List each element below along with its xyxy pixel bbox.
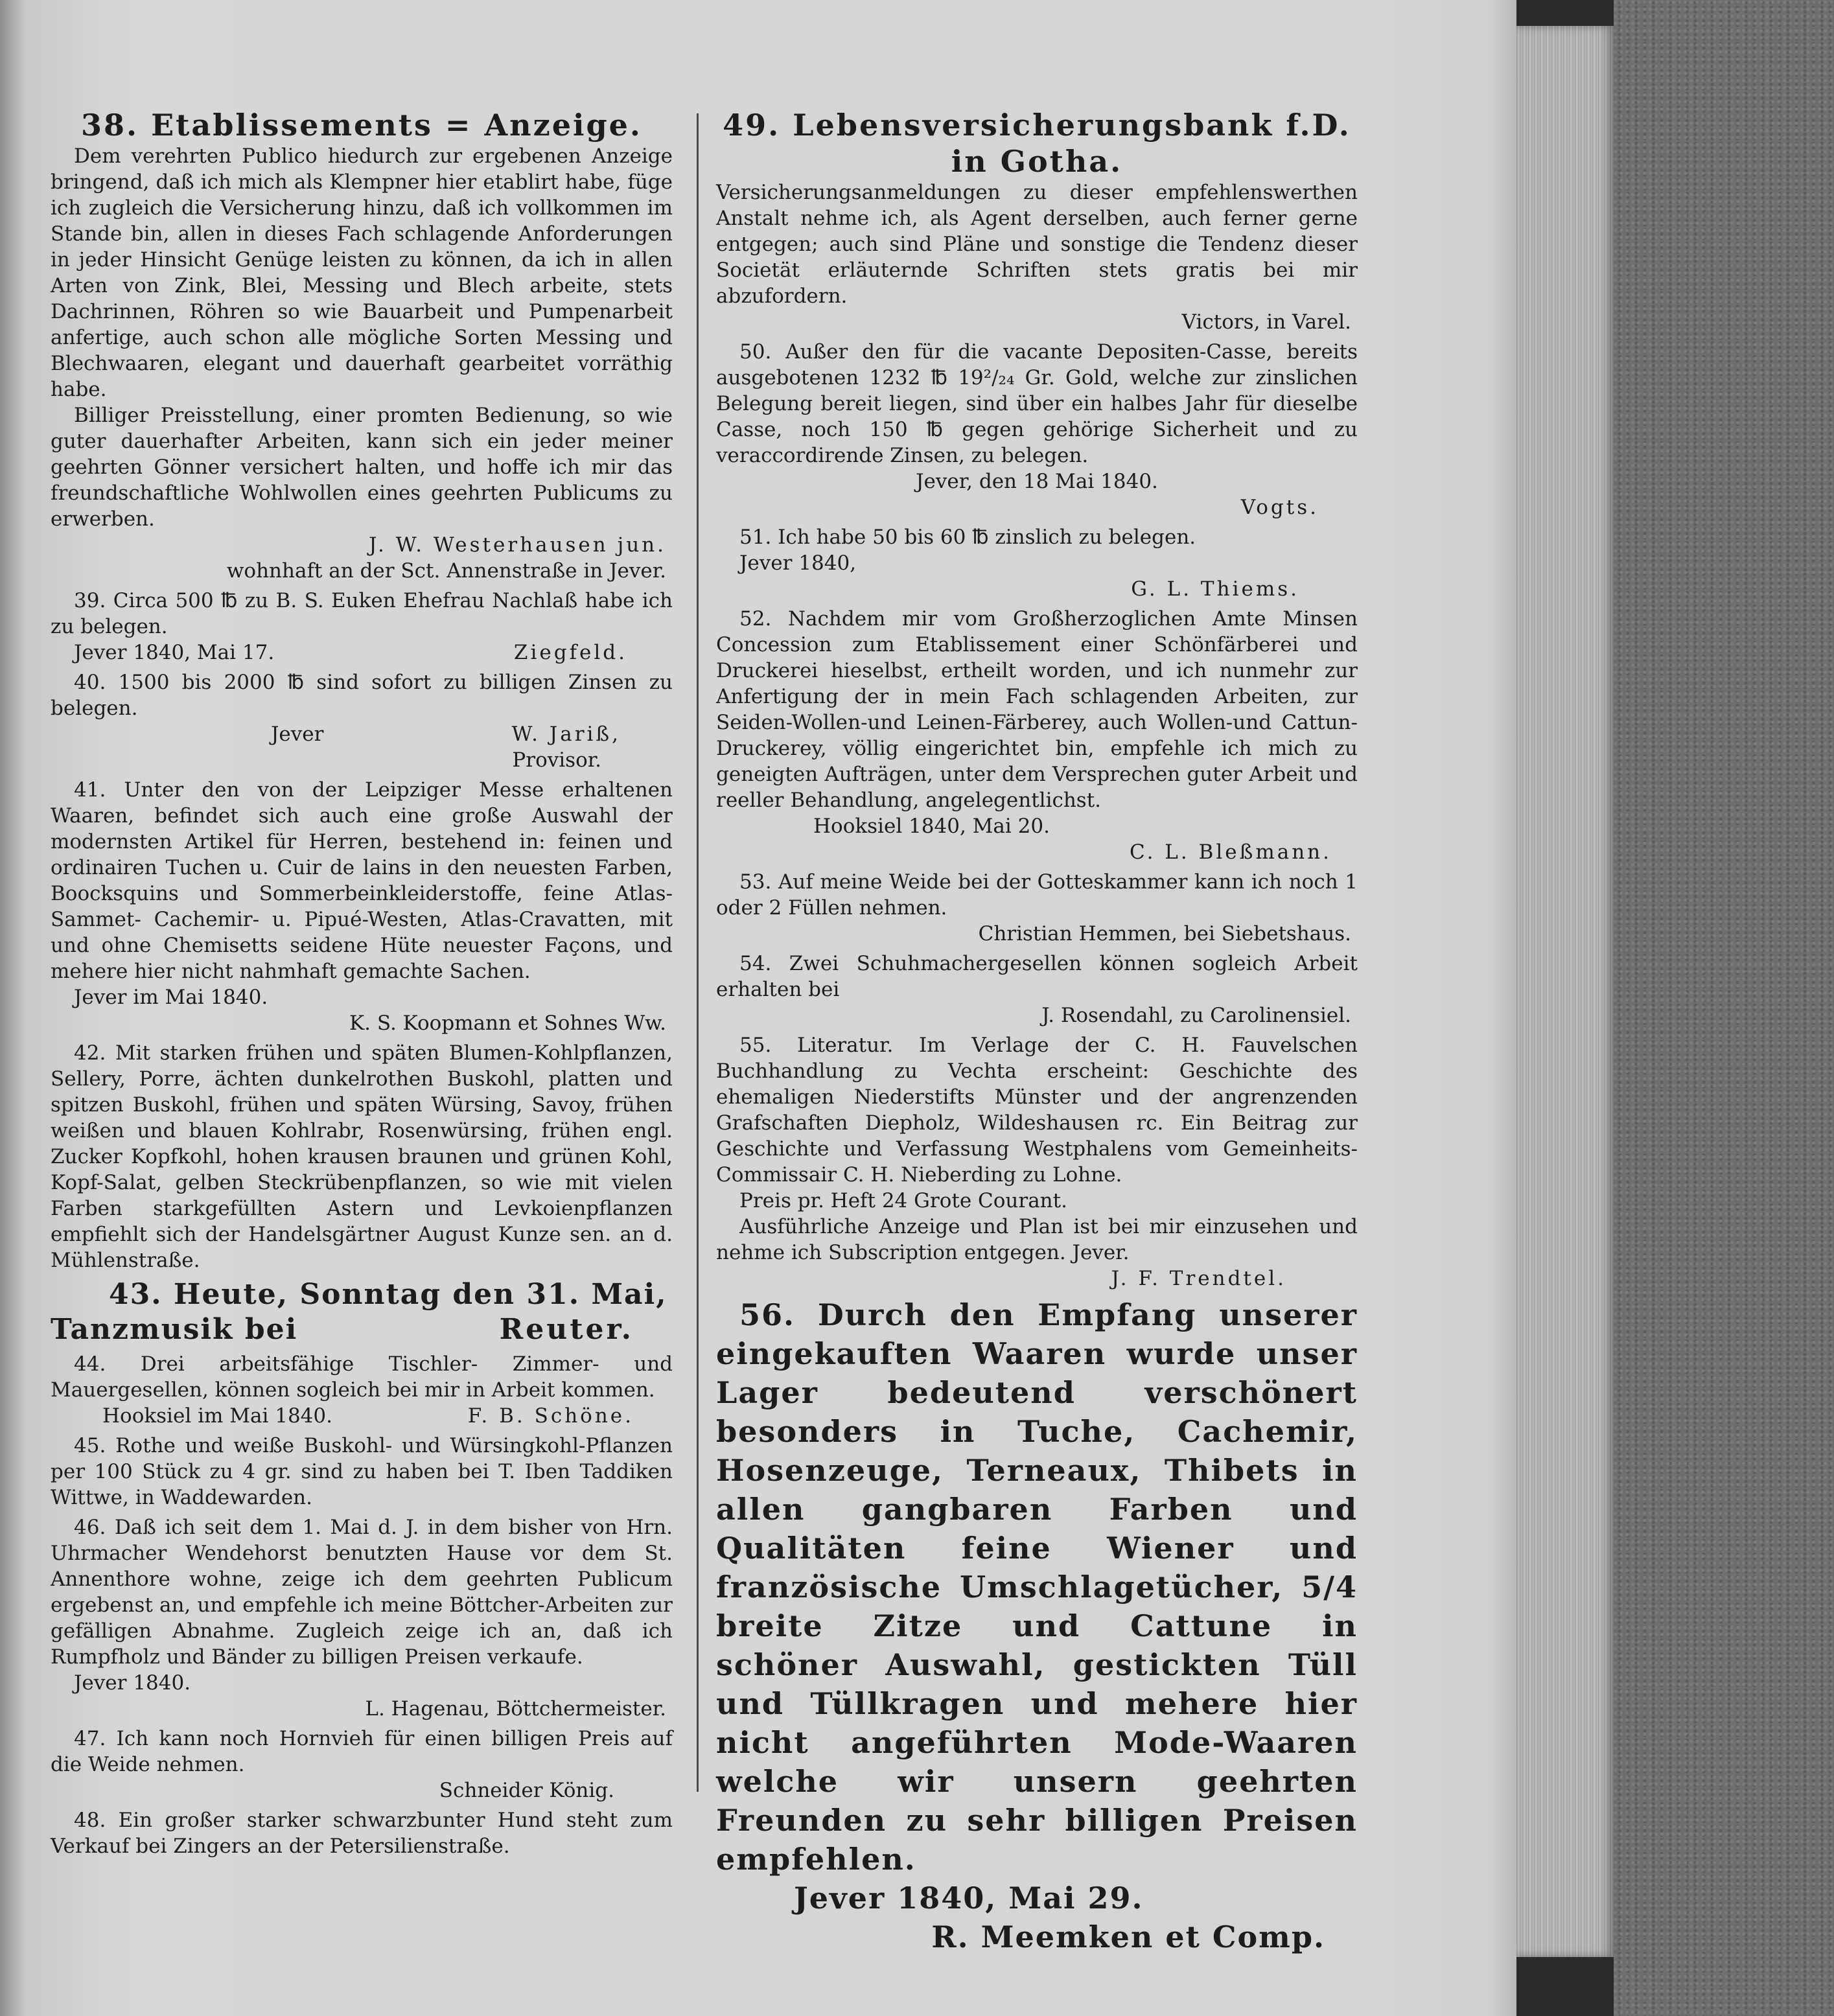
ad-52-body: 52. Nachdem mir vom Großherzoglichen Amte Minsen Concession zum Etablissement einer Schönfärberei und Druckerei hieselbst, ertheilt worden, und ich nunmehr zur Anfertigung der in mein Fach schlagenden Arbeiten, zur Seiden-Wollen-und Leinen-Färberey, auch Wollen-und Cattun-Druckerey, völlig eingerichtet bin, empfehle ich mich zu geneigten Aufträgen, unter dem Versprechen guter Arbeit und reeller Behandlung, angelegentlichst. bbox=[716, 607, 1358, 812]
ad-40-title: Provisor. bbox=[512, 748, 601, 772]
ad-38-heading: 38. Etablissements = Anzeige. bbox=[81, 108, 642, 143]
ad-48 bbox=[51, 1807, 673, 1859]
ad-47 bbox=[51, 1726, 673, 1803]
column-divider bbox=[697, 113, 699, 1792]
ad-46 bbox=[51, 1514, 673, 1722]
ad-52-date: Hooksiel 1840, Mai 20. bbox=[813, 815, 1050, 838]
ad-51-date: Jever 1840, bbox=[739, 551, 857, 575]
ad-56-date: Jever 1840, Mai 29. bbox=[794, 1881, 1144, 1916]
ad-46-date: Jever 1840. bbox=[74, 1671, 191, 1695]
ad-56-signature: R. Meemken et Comp. bbox=[931, 1919, 1325, 1954]
ad-54 bbox=[716, 951, 1358, 1028]
ad-53 bbox=[716, 869, 1358, 947]
ad-40-signature: W. Jariß, bbox=[511, 723, 621, 746]
ad-44-signature: F. B. Schöne. bbox=[467, 1404, 634, 1428]
left-column bbox=[51, 107, 673, 1863]
ad-49-subheading: in Gotha. bbox=[951, 144, 1123, 179]
ad-51-body: 51. Ich habe 50 bis 60 ℔ zinslich zu belegen. bbox=[739, 526, 1196, 549]
ad-51-signature: G. L. Thiems. bbox=[1131, 577, 1299, 601]
ad-55-body: 55. Literatur. Im Verlage der C. H. Fauvelschen Buchhandlung zu Vechta erscheint: Geschichte des ehemaligen Niederstifts Münster und der angrenzenden Grafschaften Diepholz, Wildeshausen rc. Ein Beitrag zur Geschichte und Verfassung Westphalens vom Gemeinheits-Commissair C. H. Nieberding zu Lohne. bbox=[716, 1034, 1358, 1187]
ad-55 bbox=[716, 1032, 1358, 1292]
ad-53-signature: Christian Hemmen, bei Siebetshaus. bbox=[978, 922, 1351, 945]
ad-41 bbox=[51, 777, 673, 1036]
ad-50-date: Jever, den 18 Mai 1840. bbox=[916, 470, 1158, 493]
ad-43-line2b: Reuter. bbox=[499, 1313, 634, 1346]
ad-39-signature: Ziegfeld. bbox=[513, 641, 627, 664]
ad-40 bbox=[51, 669, 673, 773]
ad-49-body: Versicherungsanmeldungen zu dieser empfehlenswerthen Anstalt nehme ich, als Agent derselben, auch ferner gerne entgegen; auch sind Pläne und sonstige die Tendenz dieser Societät erläuternde Schriften stets gratis bei mir abzufordern. bbox=[716, 181, 1358, 308]
right-column bbox=[716, 107, 1358, 1960]
ad-43-line1: 43. Heute, Sonntag den 31. Mai, bbox=[109, 1278, 667, 1311]
ad-55-price: Preis pr. Heft 24 Grote Courant. bbox=[739, 1189, 1067, 1212]
ad-50-signature: Vogts. bbox=[1240, 496, 1319, 519]
ad-45-body: 45. Rothe und weiße Buskohl- und Würsingkohl-Pflanzen per 100 Stück zu 4 gr. sind zu haben bei T. Iben Taddiken Wittwe, in Waddewarden. bbox=[51, 1434, 673, 1509]
ad-38-body-2: Billiger Preisstellung, einer promten Bedienung, so wie guter dauerhafter Arbeiten, kann sich ein jeder meiner geehrten Gönner versichert halten, und hoffe ich mir das freundschaftliche Wohlwollen eines geehrten Publicums zu erwerben. bbox=[51, 404, 673, 531]
ad-40-body: 40. 1500 bis 2000 ℔ sind sofort zu billigen Zinsen zu belegen. bbox=[51, 671, 673, 720]
ad-45 bbox=[51, 1433, 673, 1511]
book-cover-edge bbox=[1614, 0, 1834, 2016]
ad-56-body: 56. Durch den Empfang unserer eingekauften Waaren wurde unser Lager bedeutend verschönert besonders in Tuche, Cachemir, Hosenzeuge, Terneaux, Thibets in allen gangbaren Farben und Qualitäten feine Wiener und französische Umschlagetücher, 5/4 breite Zitze und Cattune in schöner Auswahl, gestickten Tüll und Tüllkragen und mehere hier nicht angeführten Mode-Waaren welche wir unsern geehrten Freunden zu sehr billigen Preisen empfehlen. bbox=[716, 1297, 1358, 1877]
ad-43-line2a: Tanzmusik bei bbox=[51, 1313, 298, 1346]
ad-39-date: Jever 1840, Mai 17. bbox=[74, 641, 275, 664]
ad-46-body: 46. Daß ich seit dem 1. Mai d. J. in dem bisher von Hrn. Uhrmacher Wendehorst benutzten Hause vor dem St. Annenthore wohne, zeige ich dem geehrten Publicum ergebenst an, und empfehle ich meine Böttcher-Arbeiten zur gefälligen Abnahme. Zugleich zeige ich an, daß ich Rumpfholz und Bänder zu billigen Preisen verkaufe. bbox=[51, 1516, 673, 1669]
ad-49-signature: Victors, in Varel. bbox=[1181, 310, 1351, 334]
ad-52 bbox=[716, 606, 1358, 865]
ad-46-signature: L. Hagenau, Böttchermeister. bbox=[365, 1697, 666, 1721]
ad-38-signature: J. W. Westerhausen jun. bbox=[369, 533, 666, 557]
ad-47-body: 47. Ich kann noch Hornvieh für einen billigen Preis auf die Weide nehmen. bbox=[51, 1727, 673, 1776]
ad-50 bbox=[716, 339, 1358, 520]
ad-48-body: 48. Ein großer starker schwarzbunter Hund steht zum Verkauf bei Zingers an der Petersilienstraße. bbox=[51, 1809, 673, 1858]
ad-39 bbox=[51, 588, 673, 666]
ad-49 bbox=[716, 107, 1358, 335]
ad-40-place: Jever bbox=[271, 723, 324, 746]
ad-53-body: 53. Auf meine Weide bei der Gotteskammer kann ich noch 1 oder 2 Füllen nehmen. bbox=[716, 870, 1358, 920]
ad-42 bbox=[51, 1040, 673, 1273]
ad-55-signature: J. F. Trendtel. bbox=[1111, 1267, 1286, 1290]
ad-54-signature: J. Rosendahl, zu Carolinensiel. bbox=[1041, 1004, 1351, 1027]
ad-41-signature: K. S. Koopmann et Sohnes Ww. bbox=[349, 1012, 666, 1035]
ad-42-body: 42. Mit starken frühen und späten Blumen-Kohlpflanzen, Sellery, Porre, ächten dunkelrothen Buskohl, platten und spitzen Buskohl, frühen und späten Würsing, Savoy, frühen weißen und blauen Kohlrabr, Rosenwürsing, frühen engl. Zucker Kopfkohl, hohen krausen braunen und grünen Kohl, Kopf-Salat, gelben Steckrübenpflanzen, so wie mit vielen Farben starkgefüllten Astern und Levkoienpflanzen empfiehlt sich der Handelsgärtner August Kunze sen. an d. Mühlenstraße. bbox=[51, 1041, 673, 1272]
ad-44-body: 44. Drei arbeitsfähige Tischler- Zimmer- und Mauergesellen, können sogleich bei mir in Arbeit kommen. bbox=[51, 1352, 673, 1402]
ad-55-body-2: Ausführliche Anzeige und Plan ist bei mir einzusehen und nehme ich Subscription entgegen. Jever. bbox=[716, 1215, 1358, 1264]
ad-41-date: Jever im Mai 1840. bbox=[74, 986, 268, 1009]
ad-49-heading: 49. Lebensversicherungsbank f.D. bbox=[723, 108, 1351, 143]
ad-51 bbox=[716, 524, 1358, 602]
ad-38 bbox=[51, 107, 673, 584]
ad-43 bbox=[51, 1277, 673, 1347]
ad-41-body: 41. Unter den von der Leipziger Messe erhaltenen Waaren, befindet sich auch eine große Auswahl der modernsten Artikel für Herren, bestehend in: feinen und ordinairen Tuchen u. Cuir de lains in den neuesten Farben, Boocksquins und Sommerbeinkleiderstoffe, feine Atlas-Sammet- Cachemir- u. Pipué-Westen, Atlas-Cravatten, mit und ohne Chemisetts seidene Hüte neuester Façons, und mehere hier nicht nahmhaft gemachte Sachen. bbox=[51, 778, 673, 983]
ad-39-body: 39. Circa 500 ℔ zu B. S. Euken Ehefrau Nachlaß habe ich zu belegen. bbox=[51, 589, 673, 638]
ad-52-signature: C. L. Bleßmann. bbox=[1129, 840, 1332, 864]
ad-56 bbox=[716, 1295, 1358, 1956]
ad-54-body: 54. Zwei Schuhmachergesellen können sogleich Arbeit erhalten bei bbox=[716, 952, 1358, 1001]
ad-38-address: wohnhaft an der Sct. Annenstraße in Jever. bbox=[226, 559, 666, 583]
book-fore-edge bbox=[1516, 26, 1614, 1957]
ad-38-body: Dem verehrten Publico hiedurch zur ergebenen Anzeige bringend, daß ich mich als Klempner hier etablirt habe, füge ich zugleich die Versicherung hinzu, daß ich vollkommen im Stande bin, allen in dieses Fach schlagende Anforderungen in jeder Hinsicht Genüge leisten zu können, da ich in allen Arten von Zink, Blei, Messing und Blech arbeite, stets Dachrinnen, Röhren so wie Bauarbeit und Pumpenarbeit anfertige, auch schon alle mögliche Sorten Messing und Blechwaaren, elegant und dauerhaft gearbeitet vorräthig habe. bbox=[51, 145, 673, 401]
ad-44 bbox=[51, 1351, 673, 1429]
ad-50-body: 50. Außer den für die vacante Depositen-Casse, bereits ausgebotenen 1232 ℔ 19²/₂₄ Gr. Gold, welche zur zinslichen Belegung bereit liegen, sind über ein halbes Jahr für dieselbe Casse, noch 150 ℔ gegen gehörige Sicherheit und zu veraccordirende Zinsen, zu belegen. bbox=[716, 340, 1358, 467]
ad-47-signature: Schneider König. bbox=[439, 1779, 614, 1802]
ad-44-date: Hooksiel im Mai 1840. bbox=[102, 1404, 332, 1428]
